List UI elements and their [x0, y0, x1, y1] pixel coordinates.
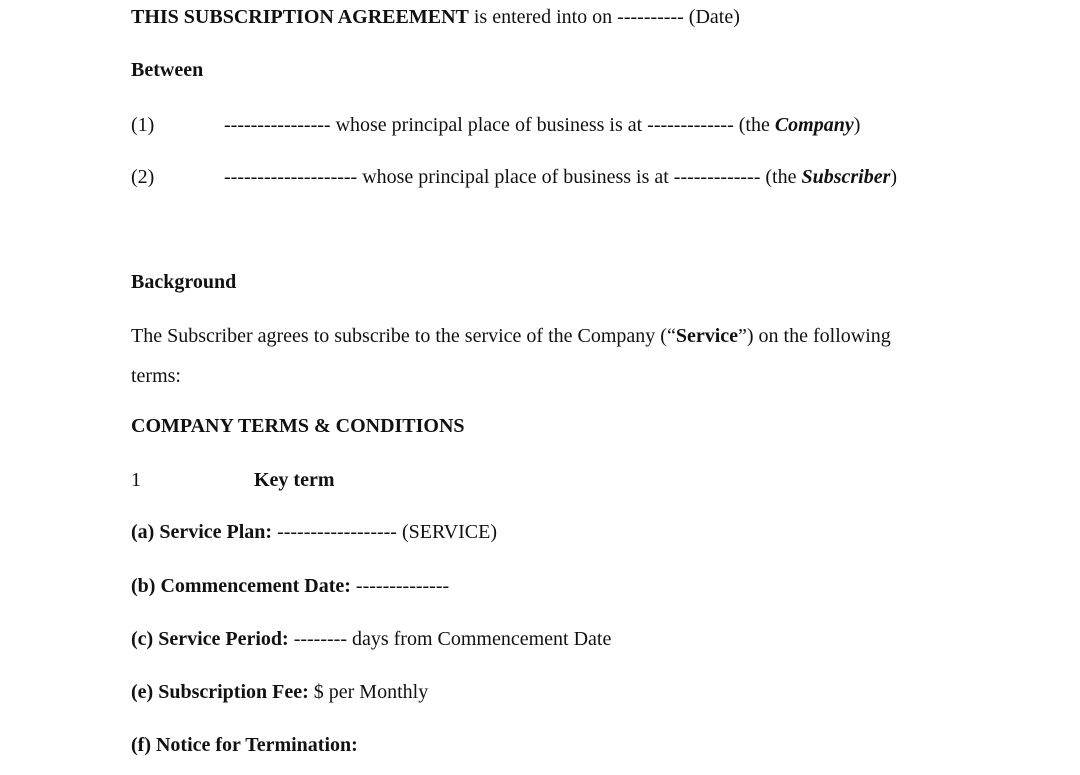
background-paragraph-line-2: terms:	[131, 365, 181, 387]
party-2-number: (2)	[131, 166, 155, 188]
intro-line	[131, 5, 740, 29]
party-1-text: ---------------- whose principal place of business is at ------------- (the Company)	[224, 114, 861, 136]
item-subscription-fee: (e) Subscription Fee: $ per Monthly	[131, 681, 429, 703]
item-notice-for-termination: (f) Notice for Termination:	[131, 734, 358, 756]
item-service-plan: (a) Service Plan: ------------------ (SERVICE)	[131, 521, 498, 543]
background-paragraph-line-1: The Subscriber agrees to subscribe to the service of the Company (“Service”) on the following	[131, 325, 891, 347]
item-service-period: (c) Service Period: -------- days from Commencement Date	[131, 628, 612, 650]
key-term-title: Key term	[254, 469, 335, 491]
intro-date-text: is entered into on ---------- (Date)	[468, 6, 740, 28]
between-heading: Between	[131, 59, 204, 81]
agreement-title: THIS SUBSCRIPTION AGREEMENT	[131, 6, 469, 28]
service-term: Service	[675, 325, 739, 347]
party-1-role: Company	[774, 114, 854, 136]
background-heading: Background	[131, 271, 237, 293]
party-2-text: -------------------- whose principal place of business is at ------------- (the Subscriber)	[224, 166, 898, 188]
key-term-number: 1	[131, 469, 141, 491]
party-1-number: (1)	[131, 114, 155, 136]
party-2-role: Subscriber	[801, 166, 891, 188]
item-commencement-date: (b) Commencement Date: --------------	[131, 575, 450, 597]
terms-heading: COMPANY TERMS & CONDITIONS	[131, 415, 465, 437]
